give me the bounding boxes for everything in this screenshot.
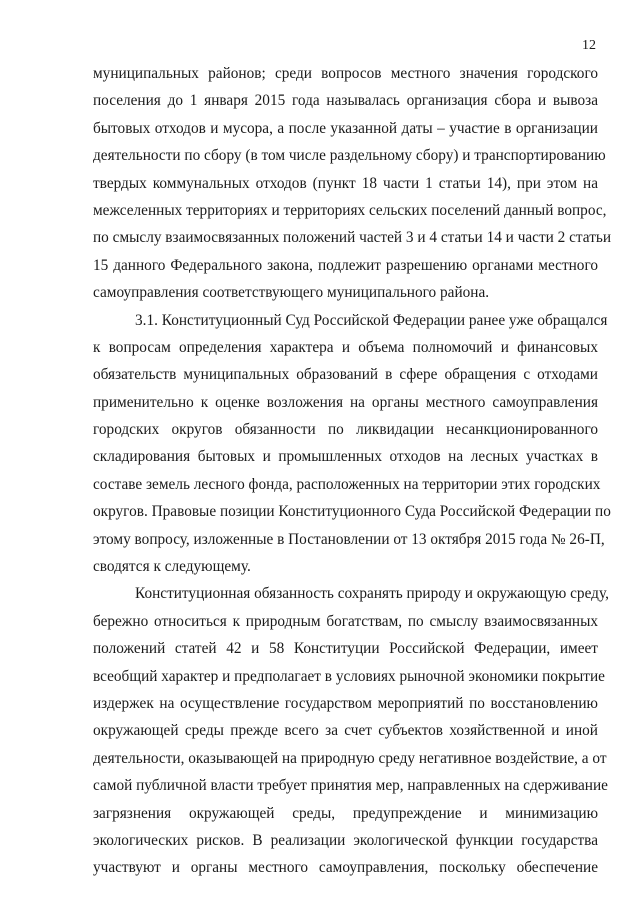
text-line: составе земель лесного фонда, расположенных на территории этих городских xyxy=(93,475,601,493)
text-line: бережно относиться к природным богатствам, по смыслу взаимосвязанных xyxy=(93,612,598,630)
text-line: экологических рисков. В реализации экологической функции государства xyxy=(93,831,598,849)
text-line: округов. Правовые позиции Конституционного Суда Российской Федерации по xyxy=(93,503,611,521)
text-line: самоуправления соответствующего муниципального района. xyxy=(93,284,490,302)
body-text xyxy=(93,60,612,882)
text-line: к вопросам определения характера и объема полномочий и финансовых xyxy=(93,338,598,356)
text-line: загрязнения окружающей среды, предупреждение и минимизацию xyxy=(93,804,598,822)
text-line: самой публичной власти требует принятия мер, направленных на сдерживание xyxy=(93,777,608,795)
text-line: деятельности, оказывающей на природную среду негативное воздействие, а от xyxy=(93,749,607,767)
text-line: межселенных территориях и территориях сельских поселений данный вопрос, xyxy=(93,201,607,219)
text-line: издержек на осуществление государством мероприятий по восстановлению xyxy=(93,694,598,712)
text-line: 15 данного Федерального закона, подлежит разрешению органами местного xyxy=(93,256,598,274)
text-line: 3.1. Конституционный Суд Российской Федерации ранее уже обращался xyxy=(135,311,608,329)
text-line: поселения до 1 января 2015 года называлась организация сбора и вывоза xyxy=(93,92,598,110)
text-line: участвуют и органы местного самоуправления, поскольку обеспечение xyxy=(93,859,598,877)
text-line: муниципальных районов; среди вопросов местного значения городского xyxy=(93,65,598,82)
text-line: городских округов обязанности по ликвидации несанкционированного xyxy=(93,421,598,439)
page-number: 12 xyxy=(582,38,596,53)
text-line: бытовых отходов и мусора, а после указанной даты – участие в организации xyxy=(93,119,598,137)
text-line: твердых коммунальных отходов (пункт 18 части 1 статьи 14), при этом на xyxy=(93,174,598,192)
text-line: деятельности по сбору (в том числе раздельному сбору) и транспортированию xyxy=(93,147,606,165)
text-line: этому вопросу, изложенные в Постановлении от 13 октября 2015 года № 26-П, xyxy=(93,530,605,548)
text-line: складирования бытовых и промышленных отходов на лесных участках в xyxy=(93,448,598,466)
text-line: сводятся к следующему. xyxy=(93,558,251,576)
text-line: всеобщий характер и предполагает в условиях рыночной экономики покрытие xyxy=(93,667,605,685)
text-line: применительно к оценке возложения на органы местного самоуправления xyxy=(93,393,598,411)
text-line: окружающей среды прежде всего за счет субъектов хозяйственной и иной xyxy=(93,722,598,740)
text-line: положений статей 42 и 58 Конституции Российской Федерации, имеет xyxy=(93,640,598,658)
text-line: Конституционная обязанность сохранять природу и окружающую среду, xyxy=(135,585,609,603)
text-line: обязательств муниципальных образований в сфере обращения с отходами xyxy=(93,366,598,384)
text-line: по смыслу взаимосвязанных положений частей 3 и 4 статьи 14 и части 2 статьи xyxy=(93,229,612,247)
